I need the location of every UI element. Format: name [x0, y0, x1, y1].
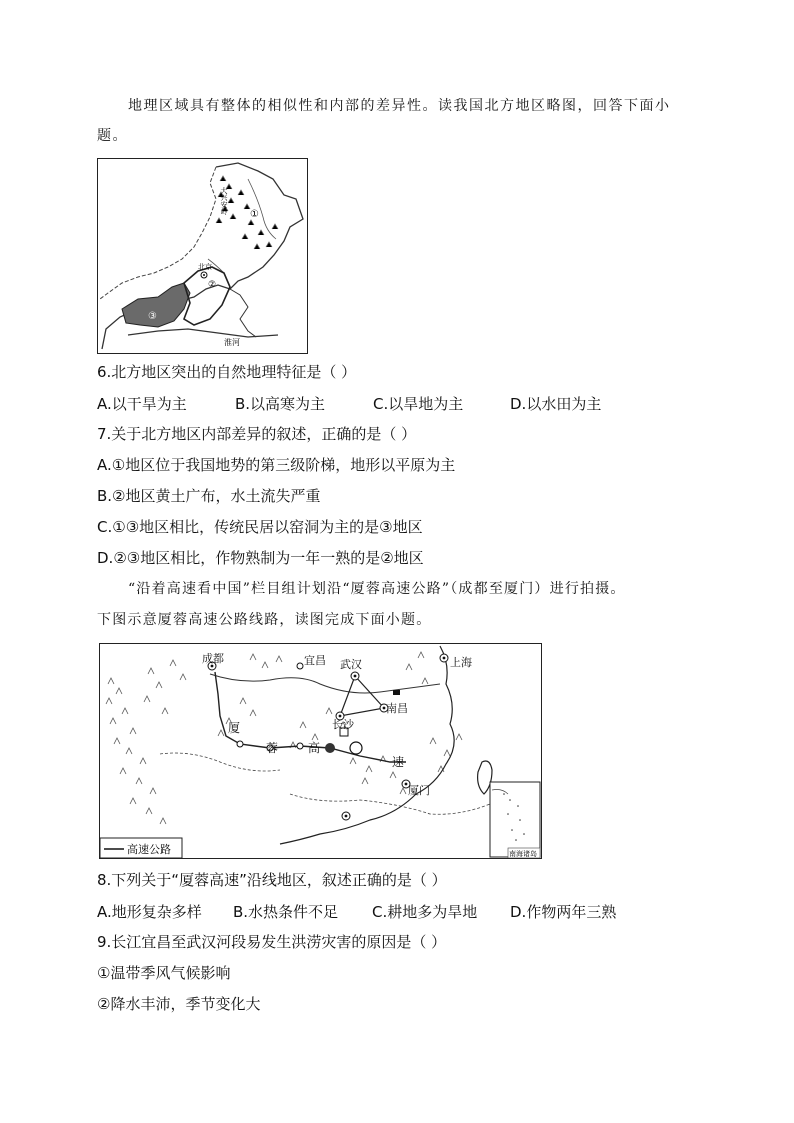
q6-stem: 6.北方地区突出的自然地理特征是（ ）: [97, 363, 357, 381]
label-beijing: 北京: [198, 263, 212, 271]
q7-stem: 7.关于北方地区内部差异的叙述，正确的是（ ）: [97, 425, 417, 443]
q9-stem: 9.长江宜昌至武汉河段易发生洪涝灾害的原因是（ ）: [97, 933, 447, 951]
route-char-gao: 高: [308, 741, 321, 755]
q7-option-c[interactable]: C.①③地区相比，传统民居以窑洞为主的是③地区: [97, 518, 423, 536]
label-yichang: 宜昌: [304, 654, 326, 667]
mountains-central: [218, 654, 396, 784]
label-shanghai: 上海: [450, 656, 472, 669]
label-huaihe: 淮河: [224, 338, 240, 347]
route-stop-3-marker: [297, 743, 303, 749]
northern-china-map-graphic: [98, 159, 307, 353]
q8-option-a[interactable]: A.地形复杂多样: [97, 903, 202, 921]
intro2-line2: 下图示意厦蓉高速公路线路，读图完成下面小题。: [97, 612, 432, 628]
label-num2: ②: [208, 280, 217, 290]
q8-option-d[interactable]: D.作物两年三熟: [510, 903, 617, 921]
legend-label: 高速公路: [127, 843, 171, 856]
q6-option-b[interactable]: B.以高寒为主: [235, 395, 326, 413]
northern-china-map: [97, 158, 308, 354]
intro2-line1: “沿着高速看中国”栏目组计划沿“厦蓉高速公路”（成都至厦门）进行拍摄。: [128, 581, 626, 597]
mountains-east: [400, 652, 462, 794]
q8-option-c[interactable]: C.耕地多为旱地: [372, 903, 478, 921]
label-nanchang: 南昌: [386, 702, 408, 715]
intro1-line1: 地理区域具有整体的相似性和内部的差异性。读我国北方地区略图，回答下面小: [128, 98, 671, 114]
flag-icon: [393, 690, 400, 695]
q6-option-c[interactable]: C.以旱地为主: [373, 395, 464, 413]
label-num3: ③: [148, 311, 157, 322]
q8-option-b[interactable]: B.水热条件不足: [233, 903, 339, 921]
q8-stem: 8.下列关于“厦蓉高速”沿线地区，叙述正确的是（ ）: [97, 871, 447, 889]
label-wuhan: 武汉: [340, 658, 362, 671]
q7-option-d[interactable]: D.②③地区相比，作物熟制为一年一熟的是②地区: [97, 549, 424, 567]
q7-option-a[interactable]: A.①地区位于我国地势的第三级阶梯，地形以平原为主: [97, 456, 456, 474]
label-xiamen: 厦门: [408, 784, 430, 797]
mine-symbol-icon: [350, 742, 362, 754]
q8-options: [97, 901, 697, 921]
q9-item-1: ①温带季风气候影响: [97, 964, 231, 982]
q6-option-d[interactable]: D.以水田为主: [510, 395, 602, 413]
label-daxinganling: 大兴安岭: [220, 187, 228, 215]
q7-option-b[interactable]: B.②地区黄土广布，水土流失严重: [97, 487, 321, 505]
resource-symbol-icon: [325, 743, 335, 753]
route-char-xia: 厦: [228, 721, 241, 735]
south-china-sea-inset: [490, 782, 540, 857]
q9-item-2: ②降水丰沛，季节变化大: [97, 995, 261, 1013]
q6-option-a[interactable]: A.以干旱为主: [97, 395, 187, 413]
route-char-rong: 蓉: [266, 741, 279, 755]
mountains-west: [106, 660, 186, 824]
label-chengdu: 成都: [202, 652, 224, 665]
xiarong-expressway-map-graphic: [100, 644, 541, 858]
city-yichang-marker: [297, 663, 303, 669]
xiarong-expressway-map: [99, 643, 542, 859]
route-char-su: 速: [392, 755, 405, 769]
intro1-line2: 题。: [97, 128, 128, 144]
label-num1: ①: [250, 209, 259, 220]
inset-label: 南海诸岛: [509, 850, 537, 858]
label-changsha: 长沙: [332, 718, 354, 731]
q6-options: [97, 393, 697, 413]
route-stop-1-marker: [237, 741, 243, 747]
